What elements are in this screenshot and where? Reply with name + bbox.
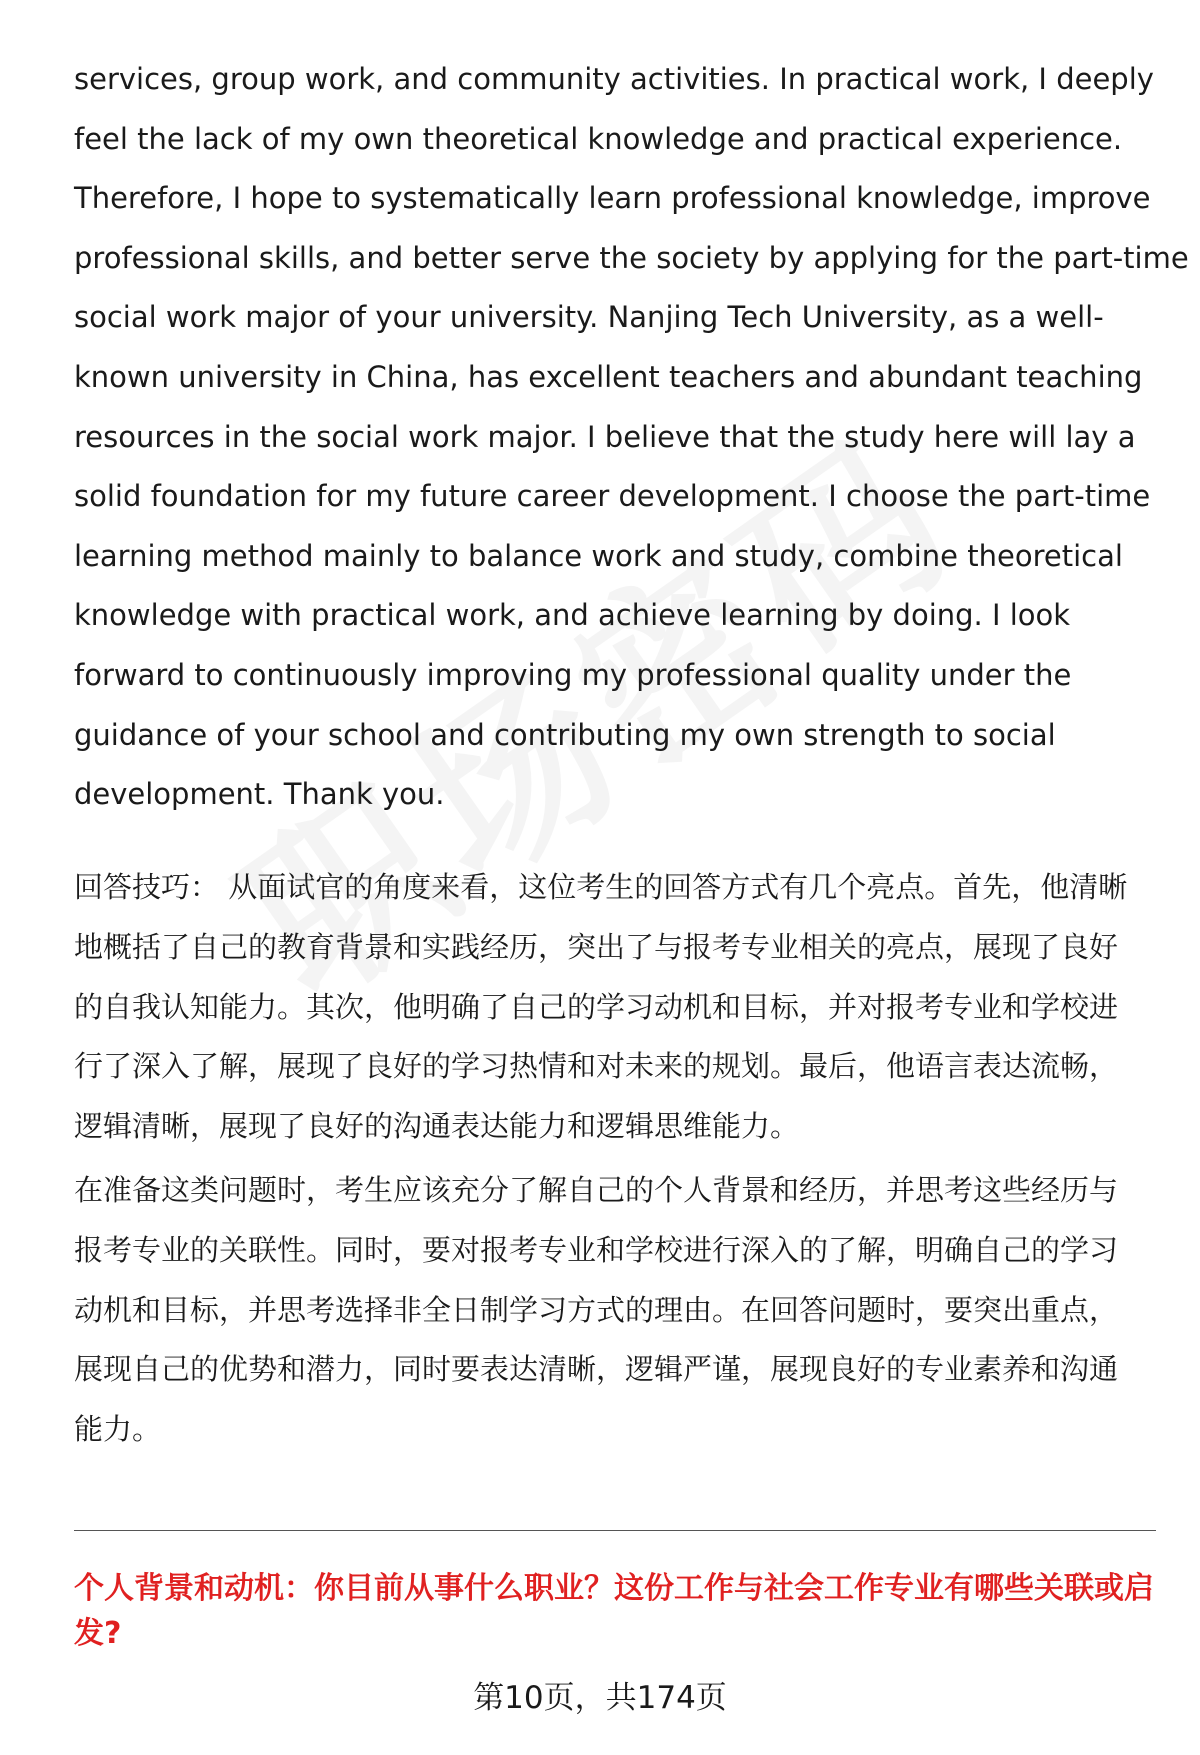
tips-line: 行了深入了解，展现了良好的学习热情和对未来的规划。最后，他语言表达流畅， — [74, 1049, 1119, 1084]
answer-line: professional skills, and better serve the society by applying for the part-time — [74, 240, 1189, 275]
question-line: 发? — [74, 1616, 122, 1651]
preparation-line: 展现自己的优势和潜力，同时要表达清晰，逻辑严谨，展现良好的专业素养和沟通 — [74, 1352, 1119, 1387]
question-line: 个人背景和动机：你目前从事什么职业？这份工作与社会工作专业有哪些关联或启 — [74, 1571, 1154, 1606]
answer-line: services, group work, and community activities. In practical work, I deeply — [74, 62, 1154, 96]
next-question-heading — [74, 1566, 1164, 1656]
section-divider — [74, 1530, 1156, 1531]
page-indicator: 第10页，共174页 — [473, 1680, 727, 1716]
answer-line: solid foundation for my future career development. I choose the part-time — [74, 479, 1151, 514]
tips-line: 逻辑清晰，展现了良好的沟通表达能力和逻辑思维能力。 — [74, 1109, 800, 1144]
preparation-paragraph — [74, 1161, 1154, 1460]
tips-line: 地概括了自己的教育背景和实践经历，突出了与报考专业相关的亮点，展现了良好 — [74, 929, 1119, 964]
answer-english-paragraph — [74, 50, 1189, 825]
answer-tips-paragraph — [74, 858, 1154, 1157]
answer-line: learning method mainly to balance work and study, combine theoretical — [74, 538, 1123, 573]
tips-line: 的自我认知能力。其次，他明确了自己的学习动机和目标，并对报考专业和学校进 — [74, 989, 1119, 1024]
tips-line: 回答技巧： 从面试官的角度来看，这位考生的回答方式有几个亮点。首先，他清晰 — [74, 870, 1128, 904]
answer-line: Therefore, I hope to systematically learn professional knowledge, improve — [74, 181, 1151, 216]
preparation-line: 在准备这类问题时，考生应该充分了解自己的个人背景和经历，并思考这些经历与 — [74, 1173, 1119, 1207]
preparation-line: 能力。 — [74, 1412, 162, 1447]
answer-line: feel the lack of my own theoretical knowledge and practical experience. — [74, 121, 1123, 156]
answer-line: known university in China, has excellent teachers and abundant teaching — [74, 359, 1143, 394]
preparation-line: 动机和目标，并思考选择非全日制学习方式的理由。在回答问题时，要突出重点， — [74, 1292, 1119, 1327]
answer-line: forward to continuously improving my professional quality under the — [74, 657, 1072, 692]
answer-line: resources in the social work major. I believe that the study here will lay a — [74, 419, 1136, 454]
answer-line: development. Thank you. — [74, 777, 445, 812]
answer-line: knowledge with practical work, and achieve learning by doing. I look — [74, 598, 1071, 633]
answer-line: guidance of your school and contributing my own strength to social — [74, 717, 1056, 752]
answer-line: social work major of your university. Nanjing Tech University, as a well- — [74, 300, 1104, 335]
preparation-line: 报考专业的关联性。同时，要对报考专业和学校进行深入的了解，明确自己的学习 — [74, 1232, 1119, 1267]
